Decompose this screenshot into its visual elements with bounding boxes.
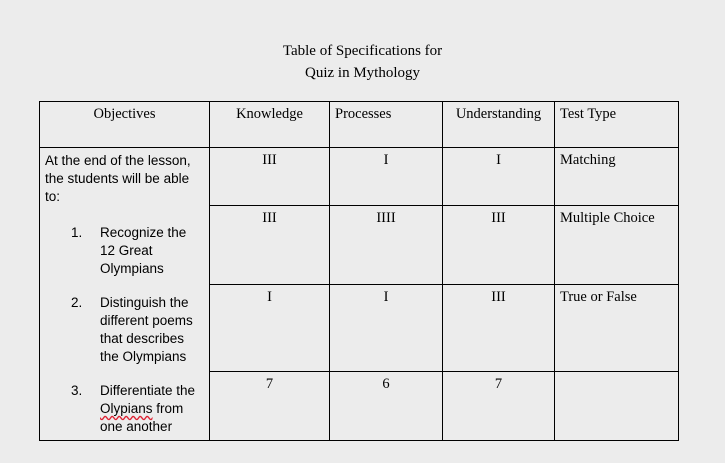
header-knowledge: Knowledge [210,102,330,148]
objectives-intro: At the end of the lesson, the students will be able to: [45,153,191,204]
title-line-1: Table of Specifications for [282,43,443,59]
document-title [0,40,725,84]
cell-knowledge-total: 7 [210,371,330,440]
misspelled-word: Olypians [100,401,153,416]
header-processes: Processes [330,102,443,148]
cell-test-type: True or False [555,285,679,371]
objective-number: 3. [71,383,83,398]
objective-text [100,382,204,436]
title-line-2: Quiz in Mythology [305,65,420,81]
header-objectives: Objectives [40,102,210,148]
cell-test-type: Multiple Choice [555,206,679,285]
specifications-table [39,101,679,441]
cell-understanding: I [443,148,555,206]
objectives-cell [40,148,210,441]
cell-knowledge: III [210,206,330,285]
objective-text-c: from one another [100,401,184,434]
cell-knowledge: III [210,148,330,206]
header-row [40,102,679,148]
header-understanding: Understanding [443,102,555,148]
objective-number: 1. [71,225,83,240]
cell-processes: I [330,148,443,206]
objective-item [45,294,204,366]
objective-text: Recognize the 12 Great Olympians [100,225,187,276]
cell-understanding: III [443,206,555,285]
objective-item [45,224,204,278]
cell-understanding-total: 7 [443,371,555,440]
cell-knowledge: I [210,285,330,371]
cell-processes: IIII [330,206,443,285]
cell-processes-total: 6 [330,371,443,440]
objective-text: Distinguish the different poems that describes the Olympians [100,295,193,364]
objective-item [45,382,204,436]
cell-test-type-empty [555,371,679,440]
cell-understanding: III [443,285,555,371]
table-row [40,148,679,206]
header-test-type: Test Type [555,102,679,148]
cell-test-type: Matching [555,148,679,206]
cell-processes: I [330,285,443,371]
objective-number: 2. [71,295,83,310]
objective-text-a: Differentiate the [100,383,196,398]
